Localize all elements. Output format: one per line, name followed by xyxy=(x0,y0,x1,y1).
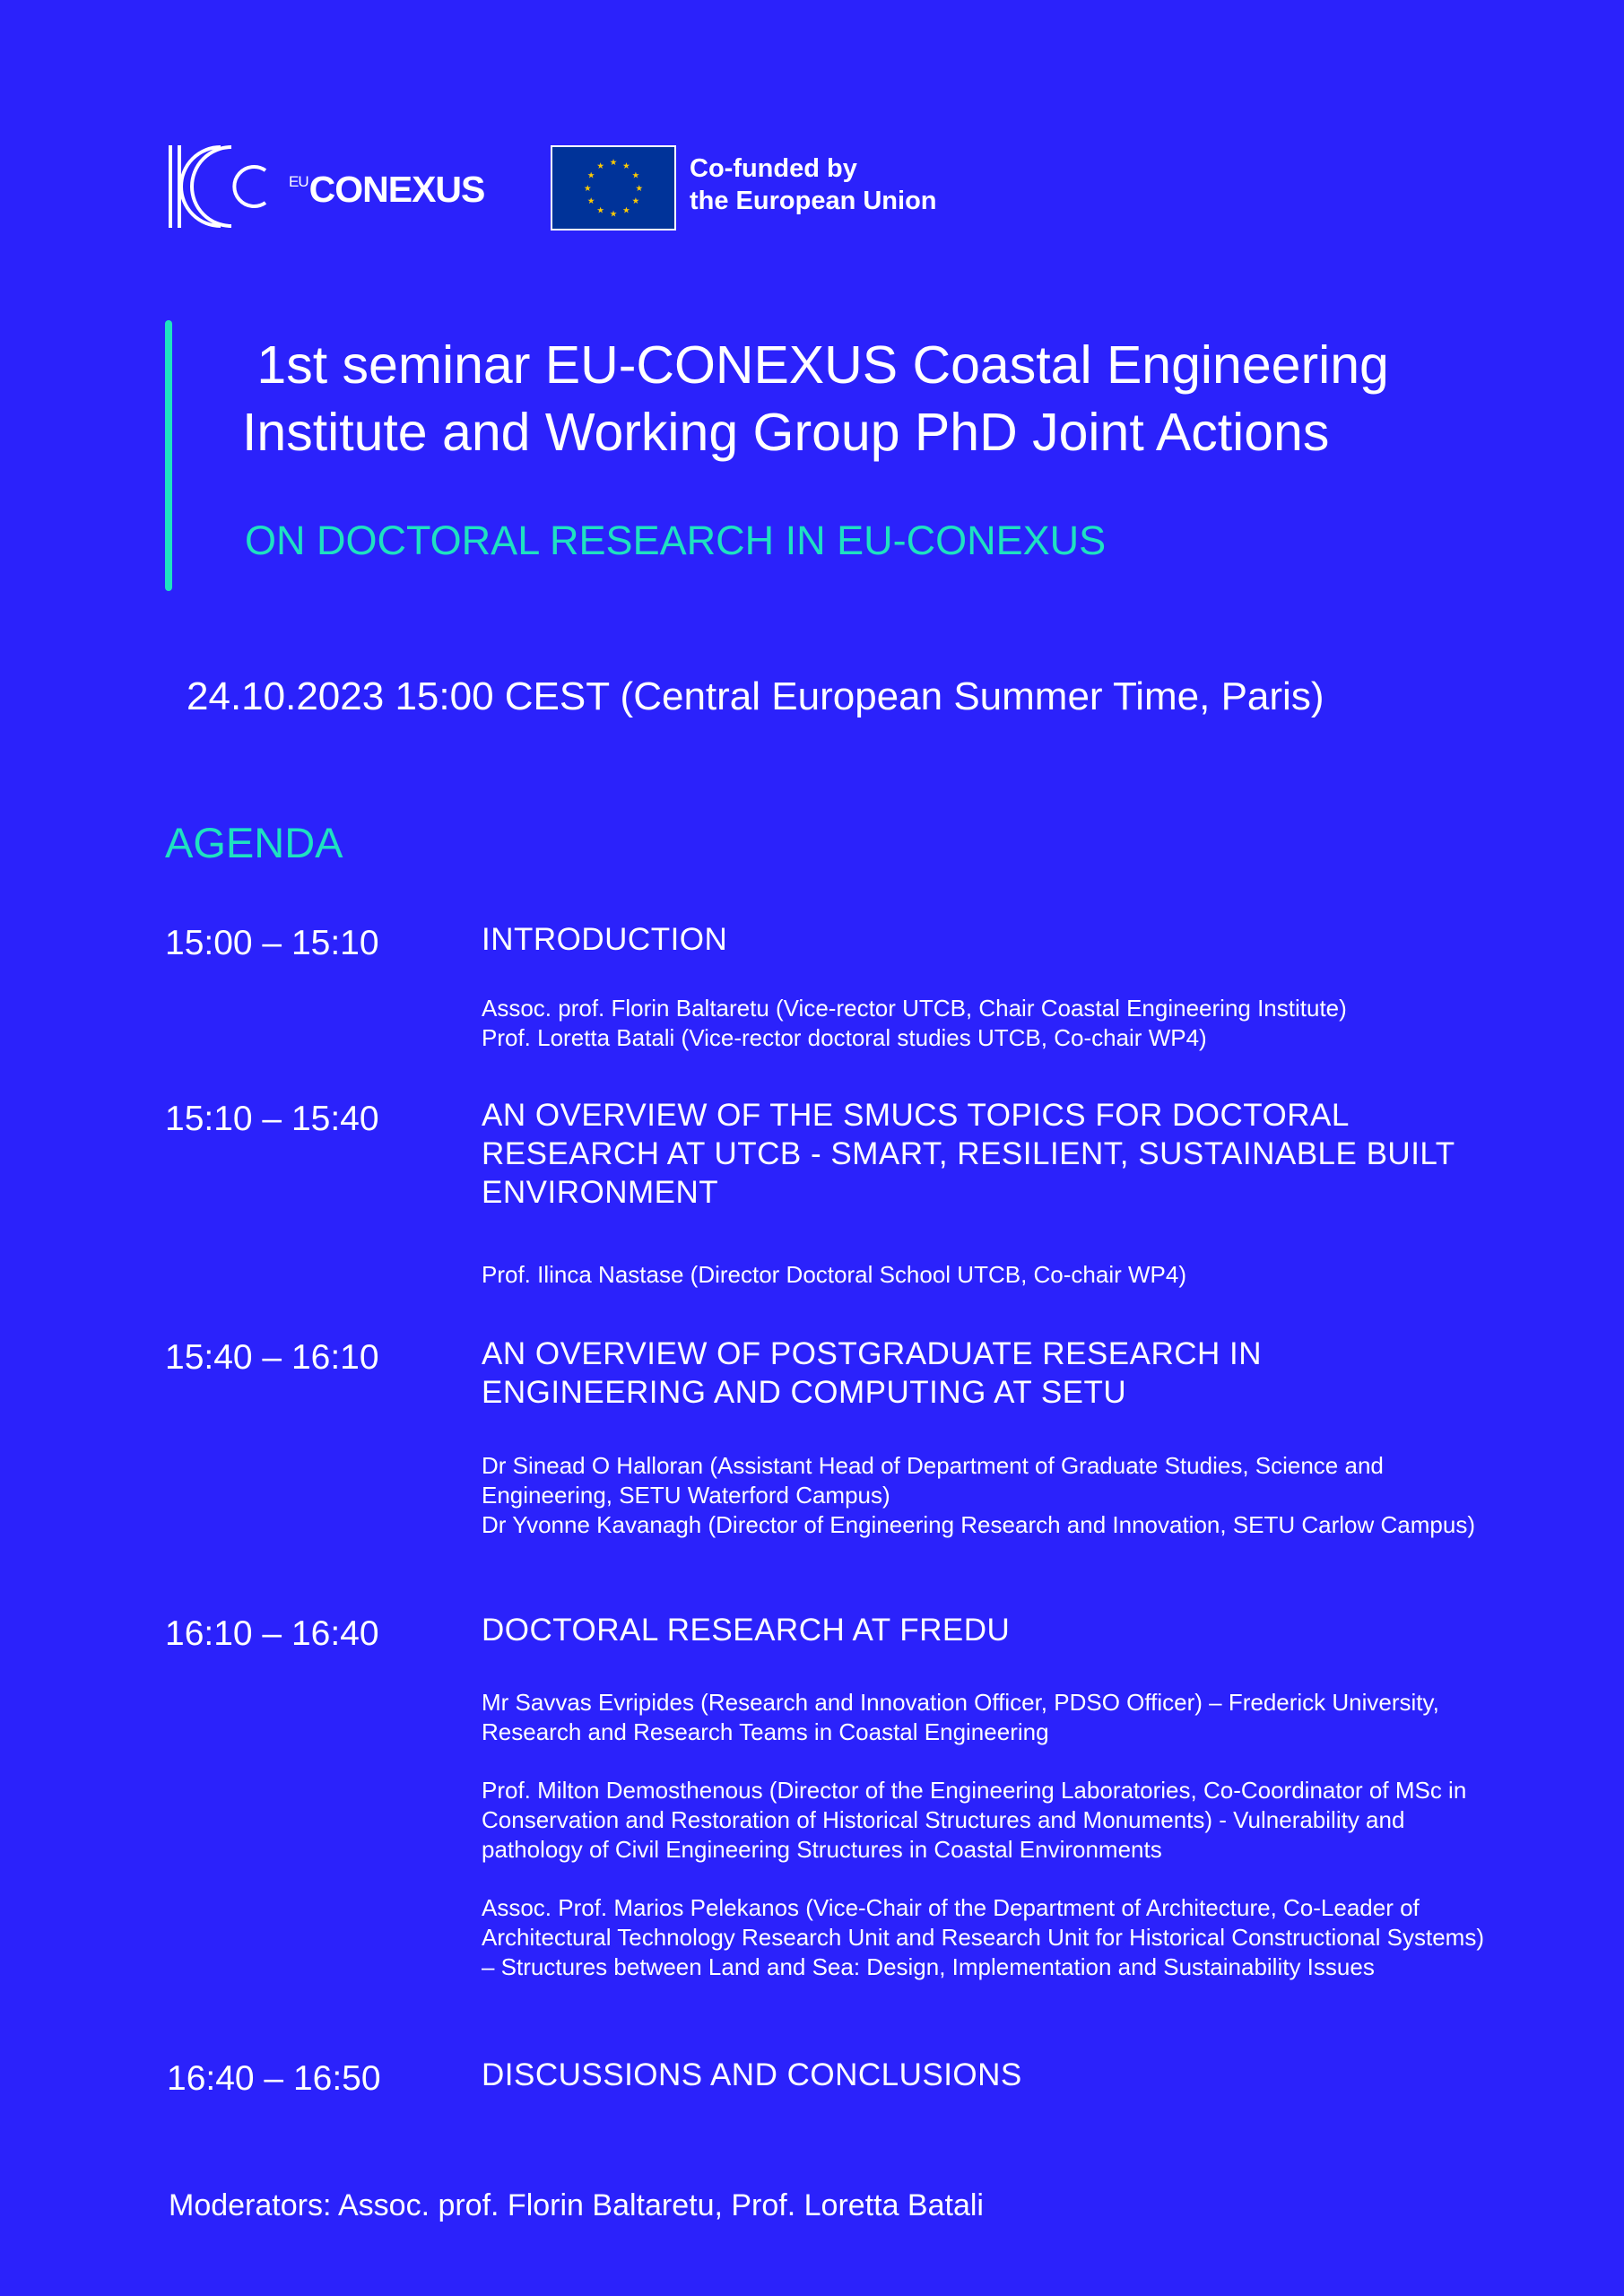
wordmark-conexus: CONEXUS xyxy=(308,169,485,210)
agenda-time: 15:00 – 15:10 xyxy=(165,924,379,962)
speaker: Prof. Loretta Batali (Vice-rector doctoral studies UTCB, Co-chair WP4) xyxy=(482,1024,1207,1051)
eu-conexus-logo-icon xyxy=(167,144,267,230)
wordmark-eu-prefix: EU xyxy=(289,173,308,191)
agenda-topic: INTRODUCTION xyxy=(482,922,728,957)
speaker: Dr Sinead O Halloran (Assistant Head of Department of Graduate Studies, Science and Engineering, SETU Waterford Campus) xyxy=(482,1452,1384,1509)
flag-star-icon: ★ xyxy=(586,196,595,207)
flag-star-icon: ★ xyxy=(596,161,604,171)
title-accent-bar xyxy=(165,320,172,591)
agenda-time: 16:10 – 16:40 xyxy=(165,1614,379,1653)
flag-star-icon: ★ xyxy=(583,183,592,194)
eu-flag-icon xyxy=(551,145,676,230)
agenda-time: 15:10 – 15:40 xyxy=(165,1100,379,1138)
agenda-heading: AGENDA xyxy=(165,819,343,866)
agenda-speakers xyxy=(482,1260,1495,1290)
flag-star-icon: ★ xyxy=(622,205,630,216)
eu-conexus-wordmark xyxy=(289,169,484,211)
agenda-topic: AN OVERVIEW OF POSTGRADUATE RESEARCH IN ENGINEERING AND COMPUTING AT SETU xyxy=(482,1336,1262,1410)
agenda-speakers xyxy=(482,1451,1486,1540)
flag-star-icon: ★ xyxy=(586,170,595,181)
agenda-time: 16:40 – 16:50 xyxy=(167,2059,381,2098)
flag-star-icon: ★ xyxy=(631,196,640,207)
flag-star-icon: ★ xyxy=(609,158,618,169)
agenda-speakers xyxy=(482,994,1495,1053)
agenda-topic: DOCTORAL RESEARCH AT FREDU xyxy=(482,1613,1011,1648)
cofunded-line-2: the European Union xyxy=(690,187,937,215)
flag-star-icon: ★ xyxy=(596,205,604,216)
flag-star-icon: ★ xyxy=(635,183,644,194)
cofunded-line-1: Co-funded by xyxy=(690,154,857,183)
speaker: Dr Yvonne Kavanagh (Director of Engineering Research and Innovation, SETU Carlow Campus) xyxy=(482,1511,1475,1538)
page-subtitle: ON DOCTORAL RESEARCH IN EU-CONEXUS xyxy=(245,517,1107,563)
speaker: Assoc. Prof. Marios Pelekanos (Vice-Chair of the Department of Architecture, Co-Leader of Architectural Technology Research Unit and Research Unit for Historical Constructional Systems) – Structures between Land and Sea: Design, Implementation and Sustainability Issues xyxy=(482,1894,1484,1980)
agenda-topic: AN OVERVIEW OF THE SMUCS TOPICS FOR DOCTORAL RESEARCH AT UTCB - SMART, RESILIENT, SUSTAINABLE BUILT ENVIRONMENT xyxy=(482,1098,1455,1210)
moderators: Moderators: Assoc. prof. Florin Baltaretu, Prof. Loretta Batali xyxy=(169,2188,984,2222)
flag-star-icon: ★ xyxy=(609,209,618,220)
speaker: Assoc. prof. Florin Baltaretu (Vice-rector UTCB, Chair Coastal Engineering Institute) xyxy=(482,995,1347,1022)
agenda-time: 15:40 – 16:10 xyxy=(165,1338,379,1377)
cofunded-label xyxy=(690,152,937,217)
flag-star-icon: ★ xyxy=(631,170,640,181)
agenda-speakers xyxy=(482,1688,1495,1982)
speaker: Mr Savvas Evripides (Research and Innovation Officer, PDSO Officer) – Frederick University, Research and Research Teams in Coastal Engineering xyxy=(482,1689,1439,1745)
agenda-topic: DISCUSSIONS AND CONCLUSIONS xyxy=(482,2057,1022,2092)
speaker: Prof. Milton Demosthenous (Director of the Engineering Laboratories, Co-Coordinator of MSc in Conservation and Restoration of Historical Structures and Monuments) - Vulnerability and pathology of Civil Engineering Structures in Coastal Environments xyxy=(482,1777,1467,1863)
event-date: 24.10.2023 15:00 CEST (Central European Summer Time, Paris) xyxy=(187,674,1324,718)
page-title: 1st seminar EU-CONEXUS Coastal Engineering Institute and Working Group PhD Joint Actions xyxy=(242,335,1404,462)
flag-star-icon: ★ xyxy=(622,161,630,171)
speaker: Prof. Ilinca Nastase (Director Doctoral School UTCB, Co-chair WP4) xyxy=(482,1261,1187,1288)
